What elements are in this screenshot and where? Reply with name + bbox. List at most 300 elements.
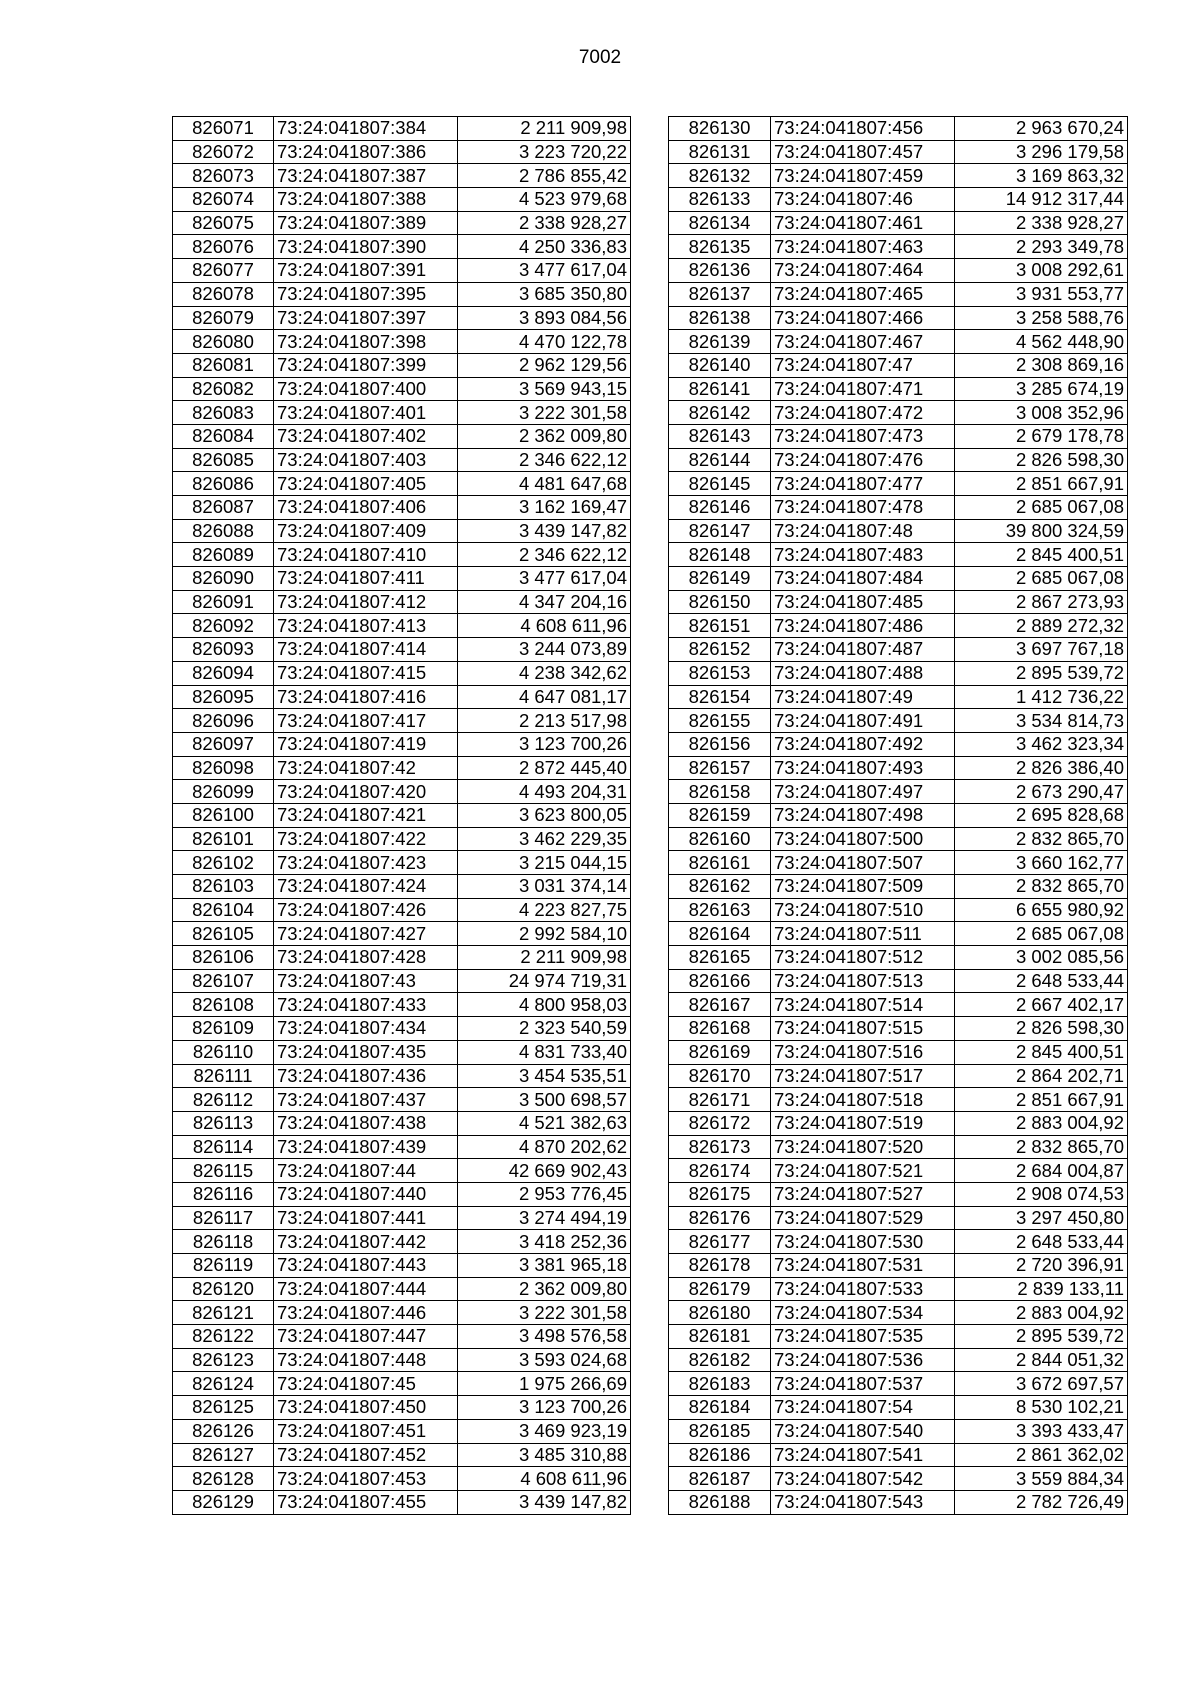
table-row: [669, 803, 1128, 827]
table-row: [669, 638, 1128, 662]
record-number-cell: 826119: [173, 1254, 274, 1278]
table-row: [173, 259, 631, 283]
cadastral-value-cell: 3 258 588,76: [955, 306, 1128, 330]
record-number-cell: 826162: [669, 875, 771, 899]
table-row: [669, 282, 1128, 306]
record-number-cell: 826130: [669, 117, 771, 141]
cadastral-value-cell: 3 297 450,80: [955, 1206, 1128, 1230]
table-row: [669, 1111, 1128, 1135]
cadastral-value-cell: 3 222 301,58: [458, 1301, 631, 1325]
cadastral-number-cell: 73:24:041807:512: [771, 946, 955, 970]
table-row: [173, 1277, 631, 1301]
cadastral-value-cell: 2 992 584,10: [458, 922, 631, 946]
table-row: [173, 448, 631, 472]
record-number-cell: 826173: [669, 1135, 771, 1159]
record-number-cell: 826150: [669, 590, 771, 614]
cadastral-number-cell: 73:24:041807:43: [274, 969, 458, 993]
table-row: [173, 377, 631, 401]
record-number-cell: 826101: [173, 827, 274, 851]
record-number-cell: 826156: [669, 732, 771, 756]
cadastral-value-cell: 3 462 323,34: [955, 732, 1128, 756]
table-row: [173, 1206, 631, 1230]
cadastral-number-cell: 73:24:041807:419: [274, 732, 458, 756]
cadastral-value-cell: 24 974 719,31: [458, 969, 631, 993]
cadastral-value-cell: 2 883 004,92: [955, 1111, 1128, 1135]
cadastral-number-cell: 73:24:041807:488: [771, 661, 955, 685]
cadastral-number-cell: 73:24:041807:541: [771, 1443, 955, 1467]
cadastral-number-cell: 73:24:041807:477: [771, 472, 955, 496]
table-row: [669, 922, 1128, 946]
record-number-cell: 826079: [173, 306, 274, 330]
table-row: [173, 1135, 631, 1159]
table-row: [173, 946, 631, 970]
cadastral-number-cell: 73:24:041807:387: [274, 164, 458, 188]
cadastral-value-cell: 2 685 067,08: [955, 567, 1128, 591]
table-row: [173, 1111, 631, 1135]
record-number-cell: 826073: [173, 164, 274, 188]
cadastral-value-cell: 1 412 736,22: [955, 685, 1128, 709]
cadastral-number-cell: 73:24:041807:467: [771, 330, 955, 354]
table-row: [669, 1467, 1128, 1491]
cadastral-number-cell: 73:24:041807:46: [771, 188, 955, 212]
record-number-cell: 826140: [669, 353, 771, 377]
cadastral-value-cell: 1 975 266,69: [458, 1372, 631, 1396]
cadastral-number-cell: 73:24:041807:484: [771, 567, 955, 591]
table-row: [669, 472, 1128, 496]
table-row: [669, 543, 1128, 567]
table-row: [669, 188, 1128, 212]
record-number-cell: 826132: [669, 164, 771, 188]
table-row: [669, 1206, 1128, 1230]
cadastral-number-cell: 73:24:041807:518: [771, 1088, 955, 1112]
cadastral-value-cell: 2 346 622,12: [458, 543, 631, 567]
cadastral-number-cell: 73:24:041807:529: [771, 1206, 955, 1230]
cadastral-number-cell: 73:24:041807:417: [274, 709, 458, 733]
cadastral-value-cell: 42 669 902,43: [458, 1159, 631, 1183]
table-row: [173, 1301, 631, 1325]
table-row: [173, 1443, 631, 1467]
record-number-cell: 826149: [669, 567, 771, 591]
table-row: [173, 519, 631, 543]
record-number-cell: 826157: [669, 756, 771, 780]
record-number-cell: 826098: [173, 756, 274, 780]
record-number-cell: 826139: [669, 330, 771, 354]
cadastral-number-cell: 73:24:041807:416: [274, 685, 458, 709]
cadastral-number-cell: 73:24:041807:386: [274, 140, 458, 164]
cadastral-number-cell: 73:24:041807:406: [274, 496, 458, 520]
record-number-cell: 826077: [173, 259, 274, 283]
cadastral-number-cell: 73:24:041807:437: [274, 1088, 458, 1112]
table-row: [669, 519, 1128, 543]
table-row: [173, 188, 631, 212]
cadastral-value-cell: 4 493 204,31: [458, 780, 631, 804]
cadastral-number-cell: 73:24:041807:486: [771, 614, 955, 638]
record-number-cell: 826081: [173, 353, 274, 377]
table-row: [669, 259, 1128, 283]
cadastral-value-cell: 3 381 965,18: [458, 1254, 631, 1278]
cadastral-value-cell: 3 162 169,47: [458, 496, 631, 520]
table-row: [669, 969, 1128, 993]
table-row: [669, 164, 1128, 188]
record-number-cell: 826167: [669, 993, 771, 1017]
table-row: [669, 211, 1128, 235]
cadastral-value-cell: 2 872 445,40: [458, 756, 631, 780]
cadastral-number-cell: 73:24:041807:514: [771, 993, 955, 1017]
record-number-cell: 826178: [669, 1254, 771, 1278]
table-row: [173, 282, 631, 306]
record-number-cell: 826084: [173, 424, 274, 448]
table-row: [669, 424, 1128, 448]
record-number-cell: 826169: [669, 1040, 771, 1064]
cadastral-value-cell: 4 250 336,83: [458, 235, 631, 259]
cadastral-value-cell: 4 523 979,68: [458, 188, 631, 212]
cadastral-number-cell: 73:24:041807:442: [274, 1230, 458, 1254]
table-row: [669, 1277, 1128, 1301]
table-row: [173, 543, 631, 567]
cadastral-value-cell: 2 962 129,56: [458, 353, 631, 377]
cadastral-number-cell: 73:24:041807:498: [771, 803, 955, 827]
table-row: [669, 117, 1128, 141]
cadastral-value-cell: 3 244 073,89: [458, 638, 631, 662]
cadastral-number-cell: 73:24:041807:534: [771, 1301, 955, 1325]
record-number-cell: 826085: [173, 448, 274, 472]
record-number-cell: 826091: [173, 590, 274, 614]
table-row: [669, 1301, 1128, 1325]
record-number-cell: 826122: [173, 1325, 274, 1349]
table-row: [173, 898, 631, 922]
cadastral-value-cell: 3 031 374,14: [458, 875, 631, 899]
cadastral-number-cell: 73:24:041807:540: [771, 1419, 955, 1443]
cadastral-number-cell: 73:24:041807:399: [274, 353, 458, 377]
cadastral-number-cell: 73:24:041807:463: [771, 235, 955, 259]
cadastral-value-cell: 3 672 697,57: [955, 1372, 1128, 1396]
cadastral-number-cell: 73:24:041807:537: [771, 1372, 955, 1396]
table-row: [173, 401, 631, 425]
cadastral-value-cell: 3 462 229,35: [458, 827, 631, 851]
record-number-cell: 826145: [669, 472, 771, 496]
cadastral-value-cell: 3 274 494,19: [458, 1206, 631, 1230]
record-number-cell: 826116: [173, 1182, 274, 1206]
cadastral-value-cell: 4 608 611,96: [458, 614, 631, 638]
cadastral-number-cell: 73:24:041807:520: [771, 1135, 955, 1159]
cadastral-value-cell: 2 864 202,71: [955, 1064, 1128, 1088]
record-number-cell: 826153: [669, 661, 771, 685]
cadastral-number-cell: 73:24:041807:402: [274, 424, 458, 448]
cadastral-value-cell: 2 845 400,51: [955, 1040, 1128, 1064]
cadastral-value-cell: 2 832 865,70: [955, 827, 1128, 851]
cadastral-value-cell: 3 439 147,82: [458, 519, 631, 543]
cadastral-value-cell: 4 831 733,40: [458, 1040, 631, 1064]
cadastral-number-cell: 73:24:041807:391: [274, 259, 458, 283]
cadastral-value-cell: 4 470 122,78: [458, 330, 631, 354]
table-row: [669, 993, 1128, 1017]
cadastral-value-cell: 3 454 535,51: [458, 1064, 631, 1088]
cadastral-value-cell: 2 308 869,16: [955, 353, 1128, 377]
cadastral-number-cell: 73:24:041807:42: [274, 756, 458, 780]
cadastral-number-cell: 73:24:041807:45: [274, 1372, 458, 1396]
cadastral-value-cell: 8 530 102,21: [955, 1396, 1128, 1420]
cadastral-value-cell: 2 673 290,47: [955, 780, 1128, 804]
cadastral-value-cell: 3 534 814,73: [955, 709, 1128, 733]
cadastral-value-cell: 39 800 324,59: [955, 519, 1128, 543]
table-row: [173, 851, 631, 875]
table-row: [173, 567, 631, 591]
table-row: [669, 1372, 1128, 1396]
cadastral-number-cell: 73:24:041807:492: [771, 732, 955, 756]
cadastral-value-cell: 2 867 273,93: [955, 590, 1128, 614]
table-row: [669, 946, 1128, 970]
table-row: [669, 1064, 1128, 1088]
cadastral-value-cell: 3 485 310,88: [458, 1443, 631, 1467]
record-number-cell: 826148: [669, 543, 771, 567]
cadastral-number-cell: 73:24:041807:509: [771, 875, 955, 899]
table-row: [669, 235, 1128, 259]
table-row: [173, 1088, 631, 1112]
cadastral-value-cell: 3 008 352,96: [955, 401, 1128, 425]
record-number-cell: 826175: [669, 1182, 771, 1206]
record-number-cell: 826146: [669, 496, 771, 520]
record-number-cell: 826120: [173, 1277, 274, 1301]
record-number-cell: 826111: [173, 1064, 274, 1088]
cadastral-number-cell: 73:24:041807:414: [274, 638, 458, 662]
cadastral-value-cell: 6 655 980,92: [955, 898, 1128, 922]
record-number-cell: 826134: [669, 211, 771, 235]
record-number-cell: 826151: [669, 614, 771, 638]
table-row: [669, 1159, 1128, 1183]
cadastral-value-cell: 2 826 386,40: [955, 756, 1128, 780]
table-row: [173, 709, 631, 733]
cadastral-number-cell: 73:24:041807:397: [274, 306, 458, 330]
record-number-cell: 826160: [669, 827, 771, 851]
table-row: [173, 1159, 631, 1183]
cadastral-value-cell: 3 002 085,56: [955, 946, 1128, 970]
table-row: [173, 1372, 631, 1396]
cadastral-number-cell: 73:24:041807:542: [771, 1467, 955, 1491]
record-number-cell: 826125: [173, 1396, 274, 1420]
cadastral-value-cell: 4 870 202,62: [458, 1135, 631, 1159]
cadastral-number-cell: 73:24:041807:415: [274, 661, 458, 685]
table-row: [173, 614, 631, 638]
record-number-cell: 826118: [173, 1230, 274, 1254]
cadastral-number-cell: 73:24:041807:54: [771, 1396, 955, 1420]
cadastral-number-cell: 73:24:041807:44: [274, 1159, 458, 1183]
record-number-cell: 826100: [173, 803, 274, 827]
cadastral-value-cell: 3 685 350,80: [458, 282, 631, 306]
record-number-cell: 826166: [669, 969, 771, 993]
cadastral-value-cell: 2 844 051,32: [955, 1348, 1128, 1372]
record-number-cell: 826176: [669, 1206, 771, 1230]
cadastral-value-cell: 3 893 084,56: [458, 306, 631, 330]
table-row: [173, 353, 631, 377]
table-row: [669, 732, 1128, 756]
cadastral-number-cell: 73:24:041807:451: [274, 1419, 458, 1443]
cadastral-value-cell: 3 469 923,19: [458, 1419, 631, 1443]
record-number-cell: 826103: [173, 875, 274, 899]
cadastral-number-cell: 73:24:041807:410: [274, 543, 458, 567]
cadastral-value-cell: 4 481 647,68: [458, 472, 631, 496]
cadastral-value-cell: 2 851 667,91: [955, 472, 1128, 496]
table-row: [173, 235, 631, 259]
record-number-cell: 826102: [173, 851, 274, 875]
cadastral-value-cell: 2 832 865,70: [955, 1135, 1128, 1159]
table-row: [669, 1230, 1128, 1254]
record-number-cell: 826155: [669, 709, 771, 733]
table-row: [669, 377, 1128, 401]
cadastral-number-cell: 73:24:041807:428: [274, 946, 458, 970]
cadastral-number-cell: 73:24:041807:543: [771, 1490, 955, 1514]
cadastral-number-cell: 73:24:041807:536: [771, 1348, 955, 1372]
cadastral-value-cell: 3 477 617,04: [458, 567, 631, 591]
table-row: [669, 306, 1128, 330]
table-row: [173, 1467, 631, 1491]
cadastral-value-cell: 2 826 598,30: [955, 448, 1128, 472]
cadastral-value-cell: 2 953 776,45: [458, 1182, 631, 1206]
table-row: [173, 164, 631, 188]
record-number-cell: 826123: [173, 1348, 274, 1372]
record-number-cell: 826143: [669, 424, 771, 448]
cadastral-value-cell: 4 647 081,17: [458, 685, 631, 709]
table-row: [669, 1088, 1128, 1112]
record-number-cell: 826159: [669, 803, 771, 827]
record-number-cell: 826099: [173, 780, 274, 804]
cadastral-value-cell: 2 211 909,98: [458, 946, 631, 970]
cadastral-number-cell: 73:24:041807:459: [771, 164, 955, 188]
record-number-cell: 826106: [173, 946, 274, 970]
cadastral-number-cell: 73:24:041807:439: [274, 1135, 458, 1159]
cadastral-number-cell: 73:24:041807:516: [771, 1040, 955, 1064]
cadastral-value-cell: 4 223 827,75: [458, 898, 631, 922]
table-row: [173, 969, 631, 993]
cadastral-number-cell: 73:24:041807:413: [274, 614, 458, 638]
cadastral-value-cell: 2 293 349,78: [955, 235, 1128, 259]
table-row: [173, 685, 631, 709]
table-row: [669, 590, 1128, 614]
table-row: [173, 1325, 631, 1349]
cadastral-value-cell: 3 222 301,58: [458, 401, 631, 425]
cadastral-number-cell: 73:24:041807:485: [771, 590, 955, 614]
record-number-cell: 826087: [173, 496, 274, 520]
table-row: [173, 661, 631, 685]
record-number-cell: 826097: [173, 732, 274, 756]
cadastral-number-cell: 73:24:041807:403: [274, 448, 458, 472]
cadastral-value-cell: 2 213 517,98: [458, 709, 631, 733]
cadastral-number-cell: 73:24:041807:441: [274, 1206, 458, 1230]
table-row: [173, 211, 631, 235]
record-number-cell: 826170: [669, 1064, 771, 1088]
table-row: [173, 1064, 631, 1088]
table-row: [669, 448, 1128, 472]
cadastral-value-cell: 2 786 855,42: [458, 164, 631, 188]
record-number-cell: 826183: [669, 1372, 771, 1396]
table-row: [669, 898, 1128, 922]
cadastral-number-cell: 73:24:041807:423: [274, 851, 458, 875]
record-number-cell: 826096: [173, 709, 274, 733]
table-row: [669, 685, 1128, 709]
cadastral-number-cell: 73:24:041807:422: [274, 827, 458, 851]
registry-table-left-body: [173, 117, 631, 1515]
table-row: [173, 732, 631, 756]
cadastral-number-cell: 73:24:041807:452: [274, 1443, 458, 1467]
cadastral-number-cell: 73:24:041807:533: [771, 1277, 955, 1301]
cadastral-number-cell: 73:24:041807:519: [771, 1111, 955, 1135]
cadastral-value-cell: 2 362 009,80: [458, 1277, 631, 1301]
cadastral-number-cell: 73:24:041807:48: [771, 519, 955, 543]
record-number-cell: 826124: [173, 1372, 274, 1396]
cadastral-value-cell: 2 826 598,30: [955, 1017, 1128, 1041]
registry-table-right-body: [669, 117, 1128, 1515]
cadastral-number-cell: 73:24:041807:521: [771, 1159, 955, 1183]
table-row: [669, 1040, 1128, 1064]
cadastral-number-cell: 73:24:041807:434: [274, 1017, 458, 1041]
record-number-cell: 826174: [669, 1159, 771, 1183]
record-number-cell: 826181: [669, 1325, 771, 1349]
record-number-cell: 826164: [669, 922, 771, 946]
page-number: 7002: [578, 47, 622, 68]
record-number-cell: 826180: [669, 1301, 771, 1325]
cadastral-number-cell: 73:24:041807:510: [771, 898, 955, 922]
record-number-cell: 826186: [669, 1443, 771, 1467]
table-row: [669, 851, 1128, 875]
cadastral-number-cell: 73:24:041807:400: [274, 377, 458, 401]
cadastral-number-cell: 73:24:041807:424: [274, 875, 458, 899]
table-row: [173, 330, 631, 354]
cadastral-number-cell: 73:24:041807:493: [771, 756, 955, 780]
table-row: [669, 875, 1128, 899]
cadastral-number-cell: 73:24:041807:421: [274, 803, 458, 827]
cadastral-value-cell: 2 211 909,98: [458, 117, 631, 141]
record-number-cell: 826105: [173, 922, 274, 946]
cadastral-value-cell: 3 500 698,57: [458, 1088, 631, 1112]
record-number-cell: 826161: [669, 851, 771, 875]
registry-table-left: [172, 116, 631, 1515]
record-number-cell: 826090: [173, 567, 274, 591]
cadastral-value-cell: 2 684 004,87: [955, 1159, 1128, 1183]
table-row: [173, 1419, 631, 1443]
record-number-cell: 826095: [173, 685, 274, 709]
record-number-cell: 826117: [173, 1206, 274, 1230]
table-row: [669, 756, 1128, 780]
cadastral-number-cell: 73:24:041807:511: [771, 922, 955, 946]
cadastral-value-cell: 3 697 767,18: [955, 638, 1128, 662]
cadastral-value-cell: 2 895 539,72: [955, 661, 1128, 685]
cadastral-number-cell: 73:24:041807:527: [771, 1182, 955, 1206]
table-row: [669, 1017, 1128, 1041]
cadastral-number-cell: 73:24:041807:433: [274, 993, 458, 1017]
cadastral-number-cell: 73:24:041807:531: [771, 1254, 955, 1278]
cadastral-value-cell: 3 123 700,26: [458, 732, 631, 756]
cadastral-number-cell: 73:24:041807:447: [274, 1325, 458, 1349]
cadastral-number-cell: 73:24:041807:507: [771, 851, 955, 875]
record-number-cell: 826075: [173, 211, 274, 235]
table-row: [173, 140, 631, 164]
cadastral-value-cell: 2 648 533,44: [955, 1230, 1128, 1254]
table-row: [669, 614, 1128, 638]
record-number-cell: 826107: [173, 969, 274, 993]
table-row: [173, 922, 631, 946]
cadastral-value-cell: 2 667 402,17: [955, 993, 1128, 1017]
table-row: [173, 1254, 631, 1278]
cadastral-number-cell: 73:24:041807:466: [771, 306, 955, 330]
cadastral-value-cell: 4 608 611,96: [458, 1467, 631, 1491]
cadastral-number-cell: 73:24:041807:464: [771, 259, 955, 283]
cadastral-number-cell: 73:24:041807:483: [771, 543, 955, 567]
cadastral-value-cell: 2 685 067,08: [955, 922, 1128, 946]
record-number-cell: 826113: [173, 1111, 274, 1135]
table-row: [173, 117, 631, 141]
record-number-cell: 826141: [669, 377, 771, 401]
cadastral-number-cell: 73:24:041807:390: [274, 235, 458, 259]
cadastral-value-cell: 3 223 720,22: [458, 140, 631, 164]
